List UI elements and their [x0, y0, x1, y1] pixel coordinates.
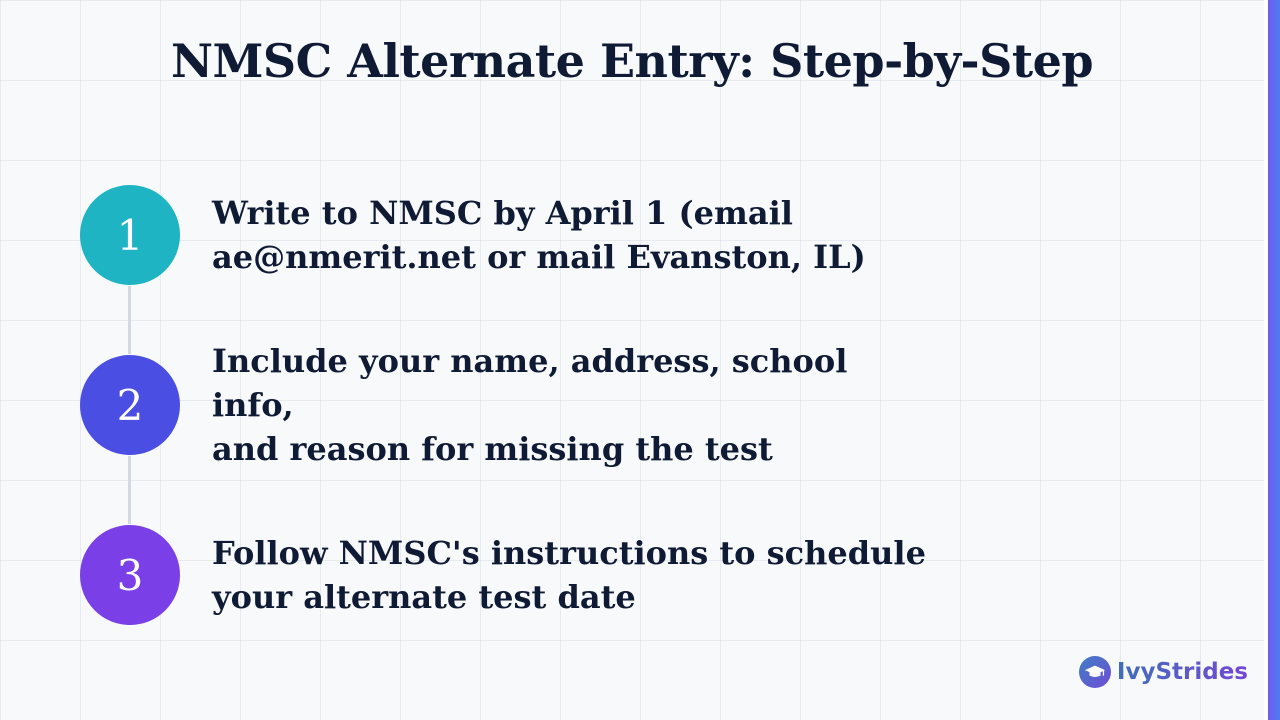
step-text-line: Write to NMSC by April 1 (email [212, 194, 793, 232]
step-description [212, 339, 932, 471]
step-number-badge: 3 [80, 525, 180, 625]
step-description [212, 531, 932, 619]
step-text-line: and reason for missing the test [212, 430, 773, 468]
step-description [212, 191, 932, 279]
brand-logo [1079, 656, 1248, 688]
step-text-line: Follow NMSC's instructions to schedule [212, 534, 926, 572]
step-text-line: ae@nmerit.net or mail Evanston, IL) [212, 238, 866, 276]
right-accent-bar [1264, 0, 1280, 720]
step-text-line: your alternate test date [212, 578, 636, 616]
step-connector [128, 456, 131, 524]
graduation-cap-icon [1079, 656, 1111, 688]
step-1 [80, 185, 932, 285]
step-2 [80, 342, 932, 468]
step-number-badge: 2 [80, 355, 180, 455]
step-connector [128, 286, 131, 354]
step-number-badge: 1 [80, 185, 180, 285]
brand-name: IvyStrides [1116, 659, 1248, 685]
step-text-line: Include your name, address, school info, [212, 342, 848, 424]
page-title: NMSC Alternate Entry: Step-by-Step [170, 34, 1094, 88]
step-3 [80, 525, 932, 625]
graduation-cap-svg [1084, 661, 1106, 683]
